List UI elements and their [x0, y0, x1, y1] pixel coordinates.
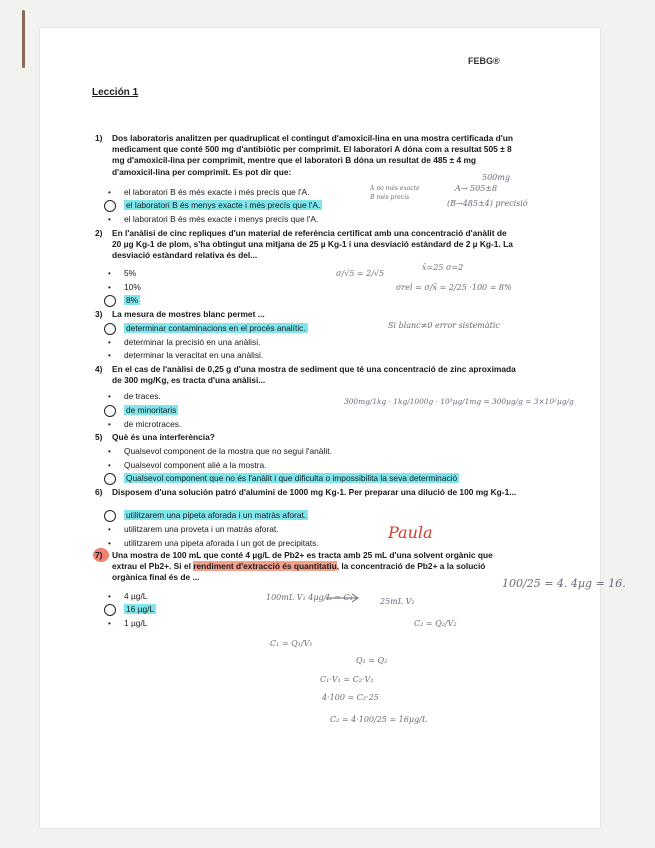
option-selected: utilitzarem una pipeta aforada i un matràs aforat.	[126, 510, 307, 520]
handwritten-note: A no més exacte	[370, 185, 420, 192]
bullet: •	[108, 215, 111, 224]
selected-mark	[104, 604, 116, 616]
selected-mark	[104, 510, 116, 522]
option: de traces.	[124, 391, 161, 401]
question-text: Dos laboratoris analitzen per quadruplicat el contingut d'amoxicil-lina en una mostra certificada d'un medicament que conté 500 mg d'antibiòtic per comprimit. El laboratori A dóna com a resultat 505 ± 8 mg d'amoxicil-lina per comprimit, mentre que el laboratori B dóna un resultat de 485 ± 4 mg d'amoxicil-lina per comprimit. Es pot dir que:	[112, 133, 513, 177]
bullet: •	[108, 525, 111, 534]
option-selected: 16 µg/L	[126, 604, 155, 614]
question-3	[95, 309, 517, 320]
bullet: •	[108, 539, 111, 548]
selected-mark	[104, 323, 116, 335]
question-number: 4)	[95, 364, 103, 374]
handwritten-note: Si blanc≠0 error sistemàtic	[388, 321, 500, 330]
handwritten-note: 25mL V₂	[380, 597, 415, 606]
option: 10%	[124, 282, 141, 292]
handwritten-note: Q₁ = Q₂	[356, 656, 388, 665]
question-text: La mesura de mostres blanc permet ...	[112, 309, 265, 319]
option: utilitzarem una proveta i un matràs aforat.	[124, 524, 279, 534]
question-text-end: , la concentració de Pb2+ a la solució orgànica final és de ...	[112, 561, 486, 583]
handwritten-note: σrel = σ/x̄ = 2/25 ·100 = 8%	[396, 283, 512, 292]
handwritten-note: 100/25 = 4. 4µg = 16.	[502, 577, 626, 590]
handwritten-note: B més precís	[370, 194, 410, 201]
question-2	[95, 228, 517, 262]
question-7	[95, 550, 517, 584]
handwritten-note: σ/√5 = 2/√5	[336, 269, 385, 278]
bullet: •	[108, 269, 111, 278]
handwritten-note: C₁·V₁ = C₂·V₂	[320, 675, 374, 684]
handwritten-note: C₂ = Q₂/V₂	[414, 619, 457, 628]
handwritten-note: 100mL V₁ 4µg/L = C₁	[266, 593, 353, 602]
bullet: •	[108, 592, 111, 601]
handwritten-note: C₂ = 4·100/25 = 16µg/L	[330, 715, 428, 724]
question-number: 7)	[95, 550, 103, 560]
question-number: 6)	[95, 487, 103, 497]
selected-mark	[104, 295, 116, 307]
highlighted-phrase: rendiment d'extracció és quantitatiu	[193, 561, 337, 572]
handwritten-note: C₁ = Q₁/V₁	[270, 639, 313, 648]
question-text: En el cas de l'anàlisi de 0,25 g d'una mostra de sediment que té una concentració de zinc aproximada de 300 mg/Kg, es tracta d'una anàlisi...	[112, 364, 516, 386]
option: de microtraces.	[124, 419, 182, 429]
selected-mark	[104, 405, 116, 417]
option: el laboratori B és més exacte i menys precís que l'A.	[124, 214, 319, 224]
question-text: Una mostra de 100 mL que conté 4 µg/L de Pb2+ es tracta amb 25 mL d'una solvent orgànic que extrau el Pb2+. Si el	[112, 550, 493, 572]
question-number: 5)	[95, 432, 103, 442]
bullet: •	[108, 461, 111, 470]
question-text: En l'anàlisi de cinc repliques d'un material de referència certificat amb una concentració d'anàlit de 20 µg Kg-1 de plom, s'ha obtingut una mitjana de 25 µ Kg-1 i una desviació estàndard de 2 µ Kg-1. La desviació estàndard relativa és del...	[112, 228, 513, 261]
option-selected: 8%	[126, 295, 139, 305]
handwritten-note: 300mg/1kg · 1kg/1000g · 10³µg/1mg = 300µg/g = 3×10²µg/g	[344, 397, 574, 406]
handwritten-note: 500mg	[482, 173, 510, 182]
option: el laboratori B és més exacte i més precís que l'A.	[124, 187, 310, 197]
document-code: FEBG®	[468, 56, 500, 66]
question-text: Disposem d'una solución patró d'alumini de 1000 mg Kg-1. Per preparar una dilució de 100 mg Kg-1...	[112, 487, 517, 497]
option: utilitzarem una pipeta aforada i un got de precipitats.	[124, 538, 319, 548]
handwritten-name: Paula	[388, 523, 433, 542]
bullet: •	[108, 420, 111, 429]
bullet: •	[108, 447, 111, 456]
option-selected: Qualsevol component que no és l'anàlit i que dificulta o impossibilita la seva determinació	[126, 473, 458, 483]
question-number: 3)	[95, 309, 103, 319]
option: Qualsevol component de la mostra que no segui l'anàlit.	[124, 446, 332, 456]
bullet: •	[108, 338, 111, 347]
option: 4 µg/L	[124, 591, 148, 601]
question-5	[95, 432, 517, 443]
bullet: •	[108, 392, 111, 401]
option: determinar la precisió en una anàlisi.	[124, 337, 261, 347]
bullet: •	[108, 351, 111, 360]
option: Qualsevol component alié a la mostra.	[124, 460, 267, 470]
lesson-title: Lección 1	[92, 87, 139, 98]
arrow-icon	[324, 592, 364, 604]
question-number: 1)	[95, 133, 103, 143]
handwritten-note: (B→485±4) precisió	[447, 199, 528, 208]
bullet: •	[108, 188, 111, 197]
selected-mark	[104, 473, 116, 485]
handwritten-note: 4·100 = C₂·25	[322, 693, 379, 702]
option: determinar la veracitat en una anàlisi.	[124, 350, 264, 360]
question-text: Què és una interferència?	[112, 432, 215, 442]
handwritten-note: A→ 505±8	[455, 184, 498, 193]
question-1	[95, 133, 517, 178]
option-selected: determinar contaminacions en el procés analític.	[126, 323, 306, 333]
option-selected: el laboratori B és menys exacte i més precís que l'A.	[126, 200, 321, 210]
bullet: •	[108, 619, 111, 628]
question-6	[95, 487, 517, 498]
option: 5%	[124, 268, 137, 278]
question-4	[95, 364, 517, 386]
handwritten-note: x̄=25 σ=2	[422, 263, 464, 272]
question-number: 2)	[95, 228, 103, 238]
selected-mark	[104, 200, 116, 212]
option: 1 µg/L	[124, 618, 148, 628]
bullet: •	[108, 283, 111, 292]
option-selected: de minoritaris	[126, 405, 177, 415]
